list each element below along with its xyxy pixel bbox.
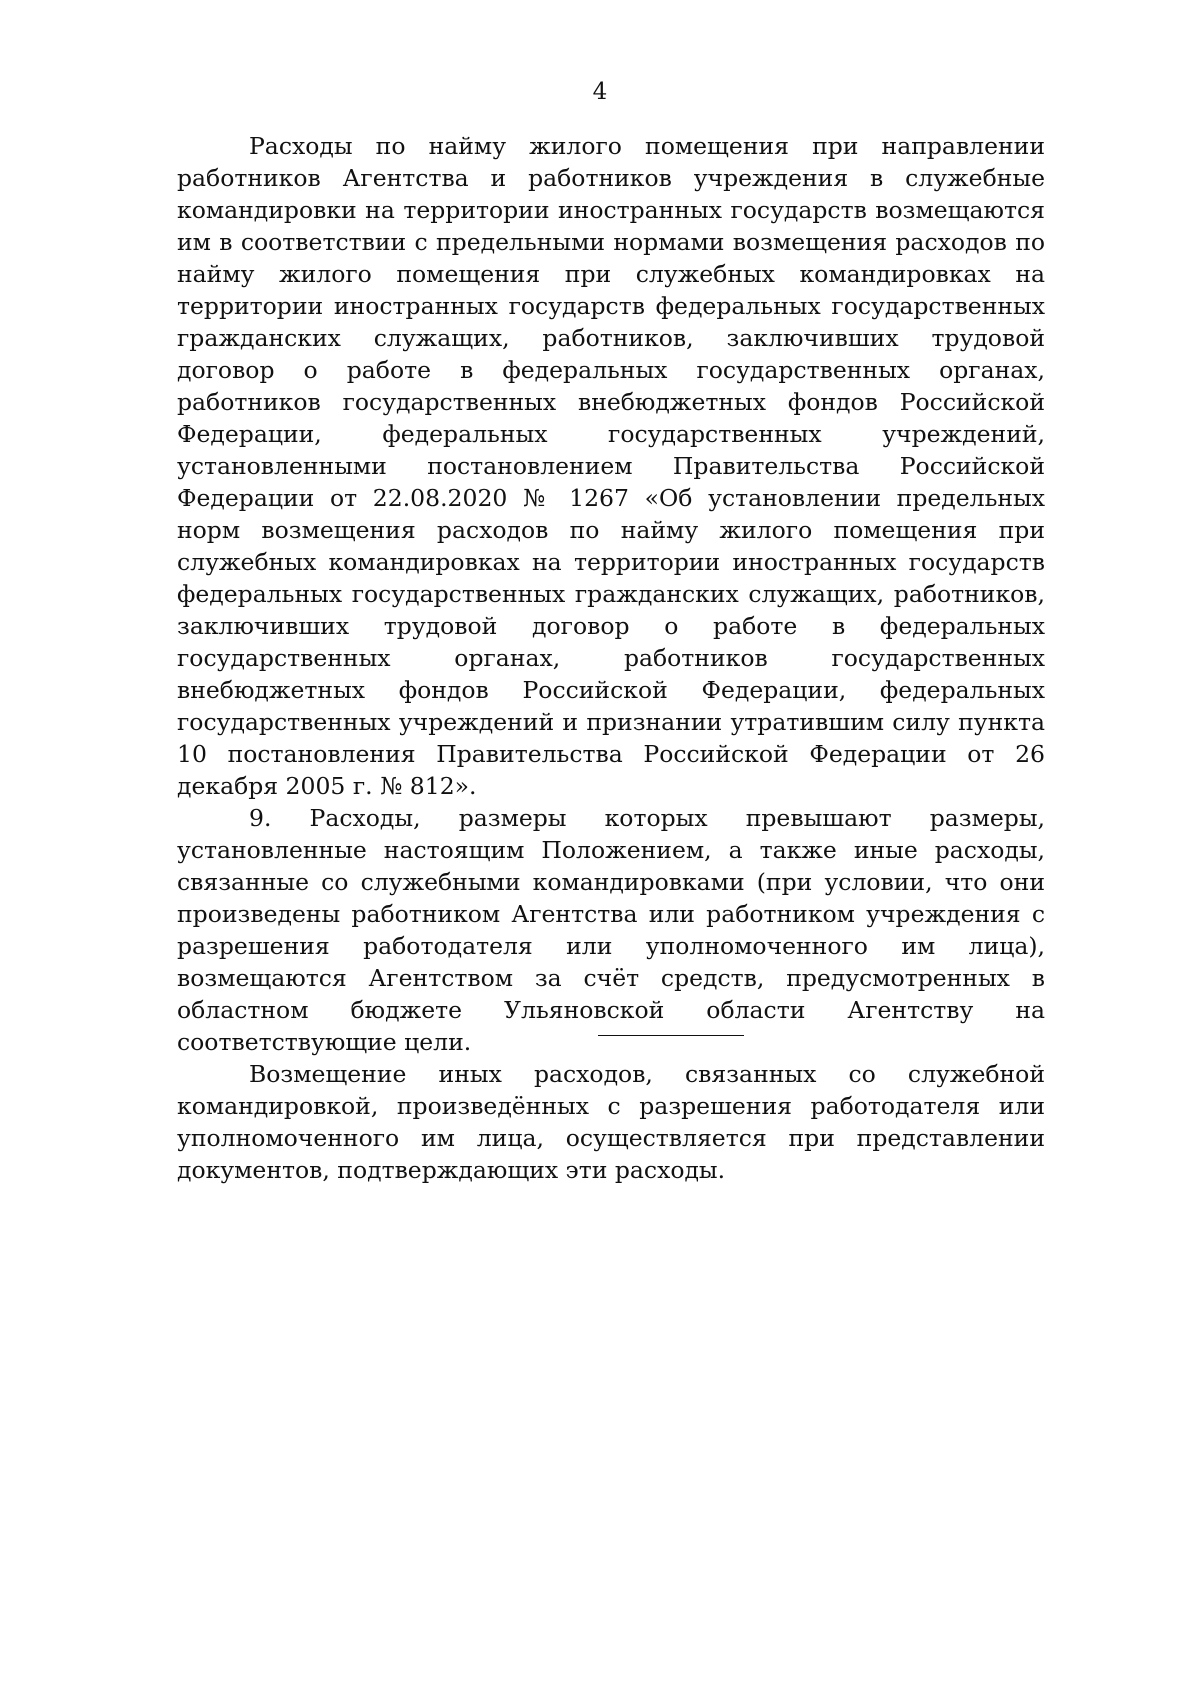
page-number: 4: [592, 79, 608, 105]
paragraph-other-expenses: Возмещение иных расходов, связанных со служебной командировкой, произведённых с разрешения работодателя или уполномоченного им лица, осуществляется при представлении документов, подтверждающих эти расходы.: [177, 1060, 1045, 1184]
paragraph-item-9: 9. Расходы, размеры которых превышают размеры, установленные настоящим Положением, а также иные расходы, связанные со служебными командировками (при условии, что они произведены работником Агентства или работником учреждения с разрешения работодателя или уполномоченного им лица), возмещаются Агентством за счёт средств, предусмотренных в областном бюджете Ульяновской области Агентству на соответствующие цели.: [177, 804, 1045, 1056]
end-rule-divider: [598, 1035, 744, 1036]
paragraph-housing-expenses: Расходы по найму жилого помещения при направлении работников Агентства и работников учреждения в служебные командировки на территории иностранных государств возмещаются им в соответствии с предельными нормами возмещения расходов по найму жилого помещения при служебных командировках на территории иностранных государств федеральных государственных гражданских служащих, работников, заключивших трудовой договор о работе в федеральных государственных органах, работников государственных внебюджетных фондов Российской Федерации, федеральных государственных учреждений, установленными постановлением Правительства Российской Федерации от 22.08.2020 № 1267 «Об установлении предельных норм возмещения расходов по найму жилого помещения при служебных командировках на территории иностранных государств федеральных государственных гражданских служащих, работников, заключивших трудовой договор о работе в федеральных государственных органах, работников государственных внебюджетных фондов Российской Федерации, федеральных государственных учреждений и признании утратившим силу пункта 10 постановления Правительства Российской Федерации от 26 декабря 2005 г. № 812».: [177, 132, 1045, 800]
document-body: [177, 130, 1045, 1186]
